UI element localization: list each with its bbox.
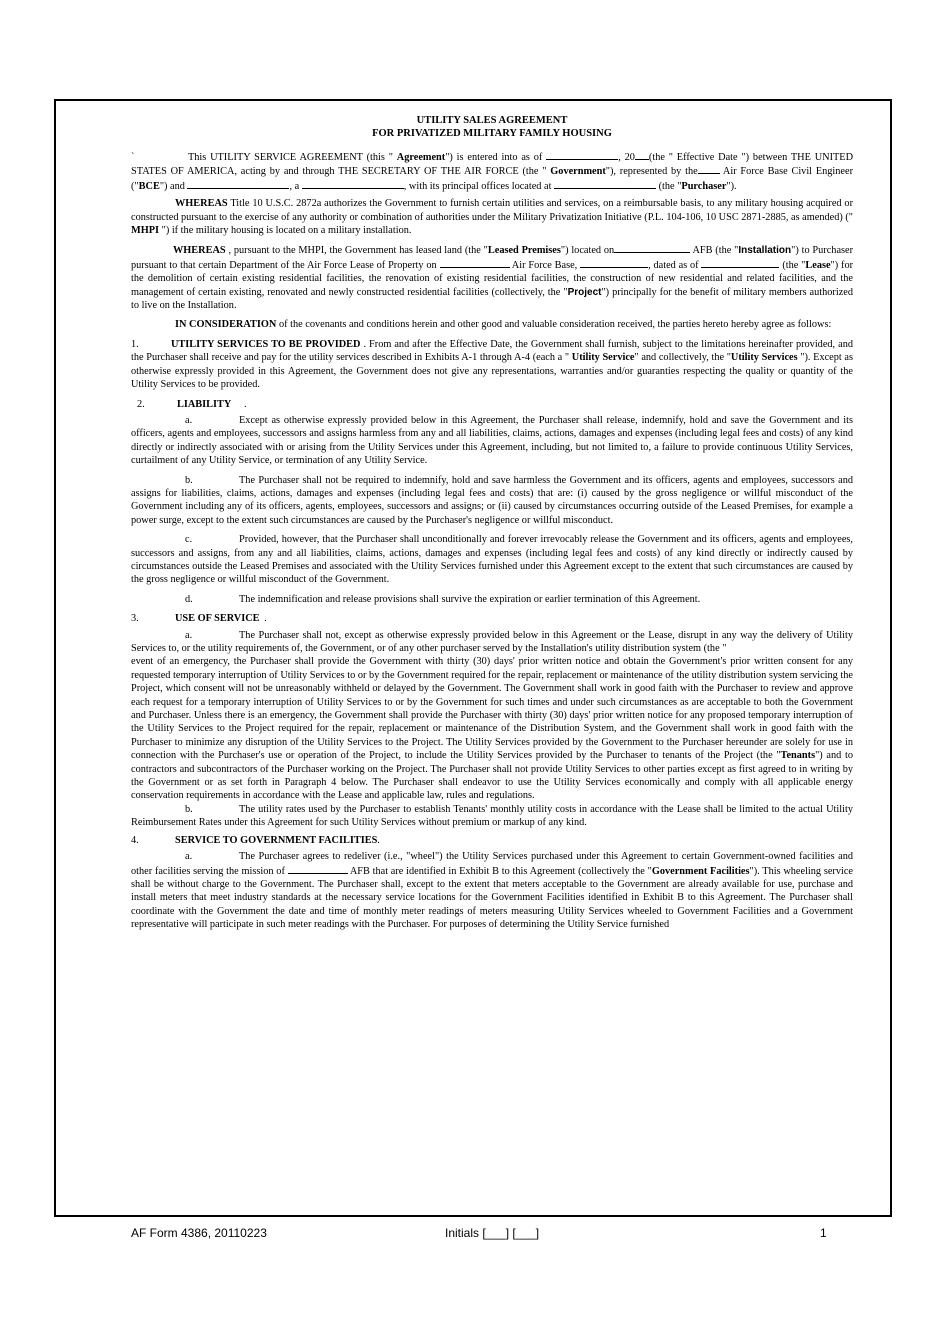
sub-label: a.: [185, 851, 193, 863]
blank-mission-afb[interactable]: [288, 864, 348, 874]
section-text: The indemnification and release provisions shall survive the expiration or earlier termination of this Agreement.: [239, 593, 701, 605]
section-heading: SERVICE TO GOVERNMENT FACILITIES: [175, 834, 378, 846]
blank-base[interactable]: [698, 164, 720, 174]
whereas-text: ") for the demolition of certain existing residential facilities, the renovation of existing residential facilities, the construction of new residential and related facilities, and the management of certain existing, renovated and newly constructed residential facilities (collectively, the ": [131, 259, 854, 298]
section-text: Except as otherwise expressly provided below in this Agreement, the Purchaser shall release, indemnify, hold and save the Government and its officers, agents and employees, successors and assigns harmless from any and all liabilities, claims, actions, damages and expenses (including legal fees and costs) of any kind directly or indirectly associated with or arising from the Utility Services under this Agreement, including, but not limited to, a failure to provide continuous Utility Services, curtailment of any Utility Service, or termination of any Utility Service.: [131, 414, 853, 467]
section-3-b: [131, 803, 853, 830]
whereas-text: Air Force Base,: [511, 259, 578, 271]
whereas-paragraph-1: [131, 197, 853, 237]
blank-afb-name[interactable]: [614, 243, 690, 253]
intro-text: located at: [511, 180, 552, 192]
section-number: 1.: [131, 338, 139, 350]
whereas-text: ": [734, 245, 739, 257]
intro-text: represented by the: [619, 166, 698, 178]
sub-label: b.: [185, 474, 193, 486]
section-number: 2.: [137, 398, 145, 410]
section-1: [131, 338, 853, 392]
intro-text: "),: [605, 166, 616, 178]
blank-year[interactable]: [635, 150, 649, 160]
sub-label: d.: [185, 593, 193, 605]
intro-text: , 20: [618, 152, 635, 163]
whereas-paragraph-2: [131, 243, 853, 312]
section-text: AFB that are identified in Exhibit B to this Agreement (collectively the ": [349, 865, 652, 877]
blank-date[interactable]: [546, 150, 618, 160]
section-text: " and collectively, the ": [634, 352, 731, 364]
term-utility-services: Utility Services: [730, 352, 798, 364]
term-tenants: Tenants: [780, 750, 816, 762]
blank-location[interactable]: [580, 258, 648, 268]
sub-label: b.: [185, 803, 193, 815]
consideration-label: IN CONSIDERATION: [175, 319, 277, 331]
intro-text: "): [741, 152, 750, 163]
section-4-a: [131, 850, 853, 931]
consideration-paragraph: [131, 318, 853, 331]
blank-entity-type[interactable]: [302, 179, 404, 189]
intro-text: ") and: [159, 180, 185, 192]
whereas-text: ") if the military housing is located on a military installation.: [161, 225, 412, 237]
whereas-text: Title 10 U.S.C. 2872a authorizes the Government to furnish certain utilities and services, on a reimbursable basis, to any military housing acquired or constructed pursuant to the exercise of any authority or combination of authorities under the Military Privatization Initiative (P.L. 104-106, 10 USC 2871-2885, as amended) (": [131, 198, 854, 223]
intro-text: Air Force Base Civil Engineer (": [131, 166, 853, 192]
whereas-text: (the ": [782, 259, 806, 271]
term-government: Government: [550, 166, 606, 178]
term-project: Project: [567, 286, 602, 298]
term-bce: BCE: [138, 180, 160, 192]
page-number: 1: [820, 1226, 827, 1240]
section-text: The utility rates used by the Purchaser to establish Tenants' monthly utility costs in accordance with the Lease shall be limited to the actual Utility Reimbursement Rates under this Agreement for such Utility Services without premium or markup of any kind.: [131, 803, 853, 829]
section-3-heading: [131, 612, 853, 625]
section-text: Provided, however, that the Purchaser shall unconditionally and forever irrevocably release the Government and its officers, agents and employees, successors and assigns, from any and all liabilities, claims, actions, damages and expenses (including legal fees and costs) of any kind directly or indirectly caused by circumstances outside the Leased Premises and associated with the Utility Services furnished under this Agreement except to the extent that such circumstances are caused by the gross negligence or willful misconduct of the Government.: [131, 534, 853, 586]
term-mhpi: MHPI: [131, 225, 160, 237]
blank-lease-base[interactable]: [440, 258, 510, 268]
section-text: "). This wheeling service shall be without charge to the Government. The Purchaser shall, except to the extent that meters acceptable to the Government are already available for use, purchase and install meters that meet industry standards at the necessary service locations for the Government Facilities identified in Exhibit B to this Agreement. The Purchaser shall coordinate with the Government the date and time of monthly meter readings of meters measuring Utility Services wheeled to Government Facilities and a Government representative will participate in such meter readings with the Purchaser. For purposes of determining the Utility Service furnished: [131, 865, 853, 931]
intro-text: This UTILITY SERVICE AGREEMENT (this ": [187, 152, 393, 163]
intro-text: between THE UNITED STATES OF AMERICA, acting by and through THE SECRETARY OF THE AIR FORCE (the ": [131, 152, 854, 178]
section-3-a-part2: [131, 655, 853, 802]
section-heading: LIABILITY: [177, 398, 232, 410]
section-2-heading: [131, 398, 853, 411]
whereas-text: ") principally for the benefit of military members authorized to live on the Installation.: [131, 286, 853, 312]
section-text: The Purchaser shall not, except as otherwise expressly provided below in this Agreement or the Lease, disrupt in any way the delivery of Utility Services to, or the utility requirements of, the Government, or of any other purchaser served by the Installation's utility distribution system (the ": [131, 629, 853, 654]
whereas-text: , pursuant to the MHPI, the Government has leased land (the ": [228, 245, 488, 257]
heading-dot: .: [377, 834, 380, 846]
sub-label: c.: [185, 534, 193, 546]
consideration-text: of the covenants and conditions herein and other good and valuable consideration received, the parties hereto hereby agree as follows:: [278, 319, 832, 331]
intro-text: , with its principal offices: [403, 180, 510, 192]
intro-text: ").: [726, 180, 737, 192]
intro-text: ") is entered into as of: [445, 152, 543, 163]
intro-text: , a: [289, 180, 300, 192]
document-body: [131, 114, 853, 938]
heading-dot: .: [243, 398, 247, 410]
section-text: The Purchaser shall not be required to indemnify, hold and save harmless the Government and its officers, agents and employees, successors and assigns for liabilities, claims, actions, damages and expenses (including legal fees and costs) that are: (i) caused by the gross negligence or willful misconduct of the Government including any of its officers, agents, employees, successors and assigns; or (ii) caused by circumstances occurring outside of the Leased Premises, for example a power surge, except to the extent such circumstances are caused by the Purchaser's negligence or willful misconduct.: [131, 474, 853, 526]
sub-label: a.: [185, 629, 193, 641]
title-line-2: FOR PRIVATIZED MILITARY FAMILY HOUSING: [372, 128, 612, 139]
section-heading: USE OF SERVICE: [175, 613, 260, 625]
intro-text: (the " Effective Date: [648, 152, 738, 163]
initials-field[interactable]: Initials [___] [___]: [445, 1226, 540, 1240]
term-agreement: Agreement: [396, 152, 446, 163]
whereas-label: WHEREAS: [175, 198, 228, 210]
term-purchaser: Purchaser: [681, 180, 727, 192]
sub-label: a.: [185, 414, 193, 426]
whereas-text: ") located on: [560, 245, 615, 257]
section-text: event of an emergency, the Purchaser shall provide the Government with thirty (30) days' prior written notice and obtain the Government's prior written consent for any requested temporary interruption of Utility Services to or by the Government required for the repair, replacement or maintenance of the utility distribution system servicing the Project, which consent will not be unreasonably withheld or delayed by the Government. The Government shall work in good faith with the Purchaser to review and approve each request for a temporary interruption of Utility Services to or by the Government for such times and under such circumstances as are acceptable to both the Government and Purchaser. Unless there is an emergency, the Government shall provide the Purchaser with thirty (30) days' prior written notice for any proposed temporary interruption of the Utility Services to the Project required for the repair, replacement or maintenance of the Distribution System, and the Government shall work in good faith with the Purchaser to minimize any disruption of the Utility Services to the Project. The Utility Services provided by the Government to the Purchaser hereunder are solely for use in connection with the Purchaser's use or operation of the Project, to include the Utility Services provided by the Purchaser to tenants of the Project (the ": [131, 656, 853, 762]
section-4-heading: [131, 834, 853, 847]
section-text: The Purchaser agrees to redeliver (i.e., "wheel") the Utility Services purchased under this Agreement to certain Government-owned facilities and other facilities serving the mission of: [131, 851, 853, 877]
term-leased-premises: Leased Premises: [487, 245, 561, 257]
term-installation: Installation: [738, 245, 792, 257]
blank-lease-date[interactable]: [701, 258, 779, 268]
document-title: [131, 114, 853, 140]
term-lease: Lease: [805, 259, 831, 271]
title-line-1: UTILITY SALES AGREEMENT: [416, 115, 568, 126]
section-heading: UTILITY SERVICES TO BE PROVIDED: [171, 338, 361, 350]
blank-purchaser-name[interactable]: [187, 179, 289, 189]
intro-mark: `: [131, 152, 135, 163]
section-2-b: [131, 474, 853, 528]
section-text: "). Except as otherwise expressly provided in this Agreement, the Government does not give any representations, warranties and/or guaranties respecting the quality or quantity of the Utility Services to be provided.: [131, 352, 853, 391]
section-text: ") and to contractors and subcontractors of the Purchaser working on the Project. The Purchaser shall not provide Utility Services to other parties except as first agreed to in writing by the Government or as set forth in Paragraph 4 below. The Purchaser shall endeavor to use the Utility Services economically and comply with all applicable energy conservation requirements in accordance with the Lease and applicable law, rules and regulations.: [131, 750, 853, 802]
term-utility-service: Utility Service: [571, 352, 635, 364]
section-text: . From and after the Effective Date, the Government shall furnish, subject to the limitations hereinafter provided, and the Purchaser shall receive and pay for the utility services described in Exhibits A-1 through A-4 (each a ": [131, 338, 853, 364]
whereas-text: AFB (the: [692, 245, 732, 257]
whereas-label: WHEREAS: [173, 245, 226, 257]
heading-dot: .: [264, 613, 267, 625]
section-number: 3.: [131, 613, 139, 625]
intro-paragraph: [131, 150, 853, 193]
whereas-text: , dated as of: [648, 259, 699, 271]
term-government-facilities: Government Facilities: [651, 865, 750, 877]
form-number: AF Form 4386, 20110223: [131, 1226, 267, 1240]
whereas-text: ") to Purchaser pursuant to that certain Department of the Air Force Lease of Property on: [131, 245, 854, 271]
section-number: 4.: [131, 834, 139, 846]
section-2-a: [131, 414, 853, 468]
section-3-a-part1: [131, 629, 853, 656]
section-2-c: [131, 533, 853, 587]
intro-text: (the ": [658, 180, 682, 192]
section-2-d: [131, 593, 853, 606]
blank-address[interactable]: [554, 179, 656, 189]
